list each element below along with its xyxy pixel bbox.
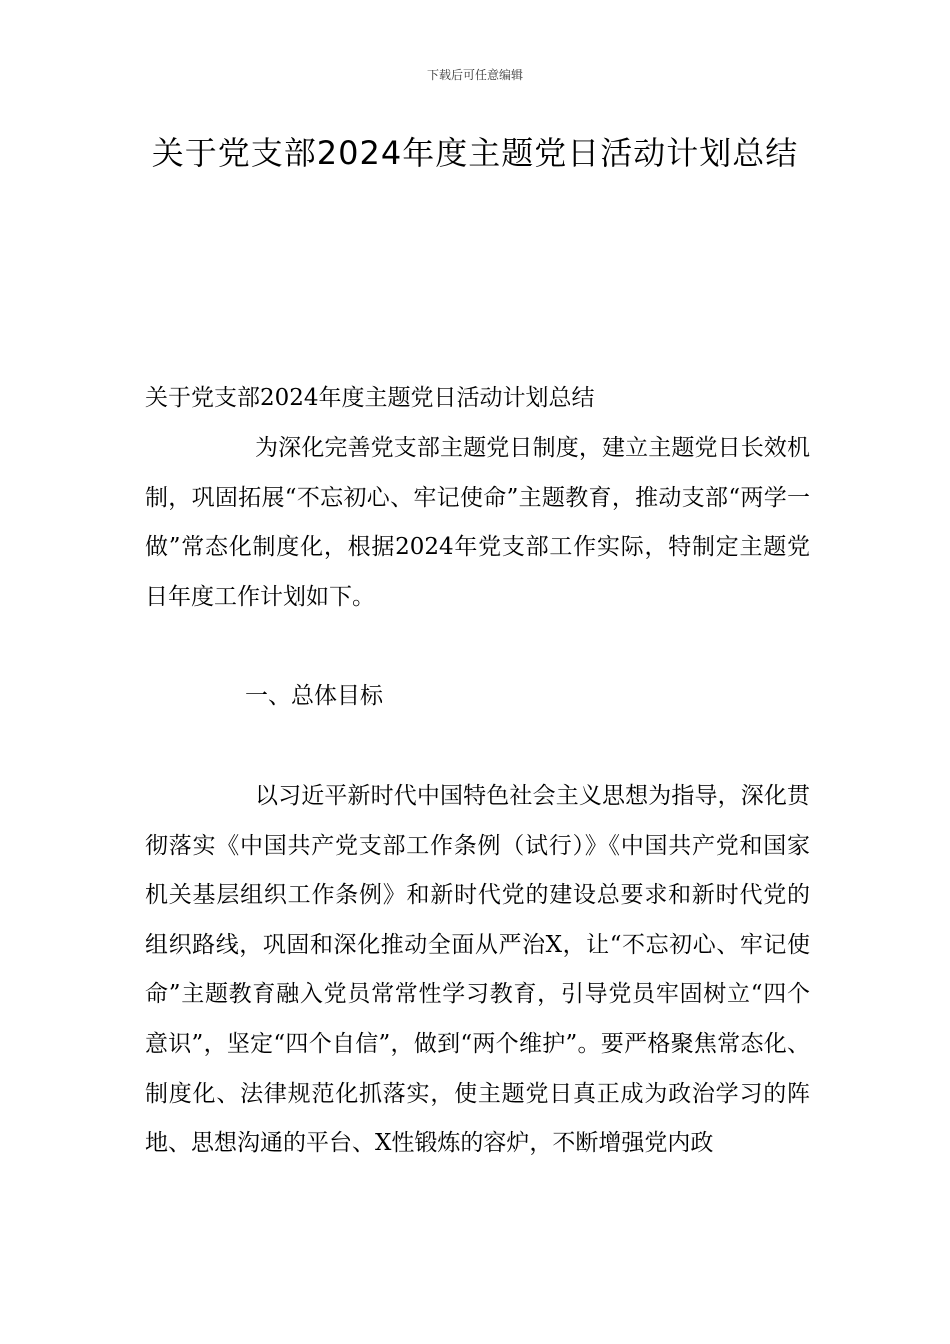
paragraph-overall-goal: 以习近平新时代中国特色社会主义思想为指导，深化贯彻落实《中国共产党支部工作条例（试行）》《中国共产党和国家机关基层组织工作条例》和新时代党的建设总要求和新时代党的组织路线，巩固和深化推动全面从严治X，让“不忘初心、牢记使命”主题教育融入党员常常性学习教育，引导党员牢固树立“四个意识”，坚定“四个自信”，做到“两个维护”。要严格聚焦常态化、制度化、法律规范化抓落实，使主题党日真正成为政治学习的阵地、思想沟通的平台、X性锻炼的容炉，不断增强党内政 (145, 783, 810, 1157)
section-heading-overall-goal: 一、总体目标 (245, 683, 383, 709)
document-subtitle: 关于党支部2024年度主题党日活动计划总结 (145, 385, 595, 411)
document-title: 关于党支部2024年度主题党日活动计划总结 (151, 134, 799, 172)
paragraph-intro: 为深化完善党支部主题党日制度，建立主题党日长效机制，巩固拓展“不忘初心、牢记使命”主题教育，推动支部“两学一做”常态化制度化，根据2024年党支部工作实际，特制定主题党日年度工作计划如下。 (145, 435, 810, 610)
header-note: 下载后可任意编辑 (426, 68, 523, 82)
